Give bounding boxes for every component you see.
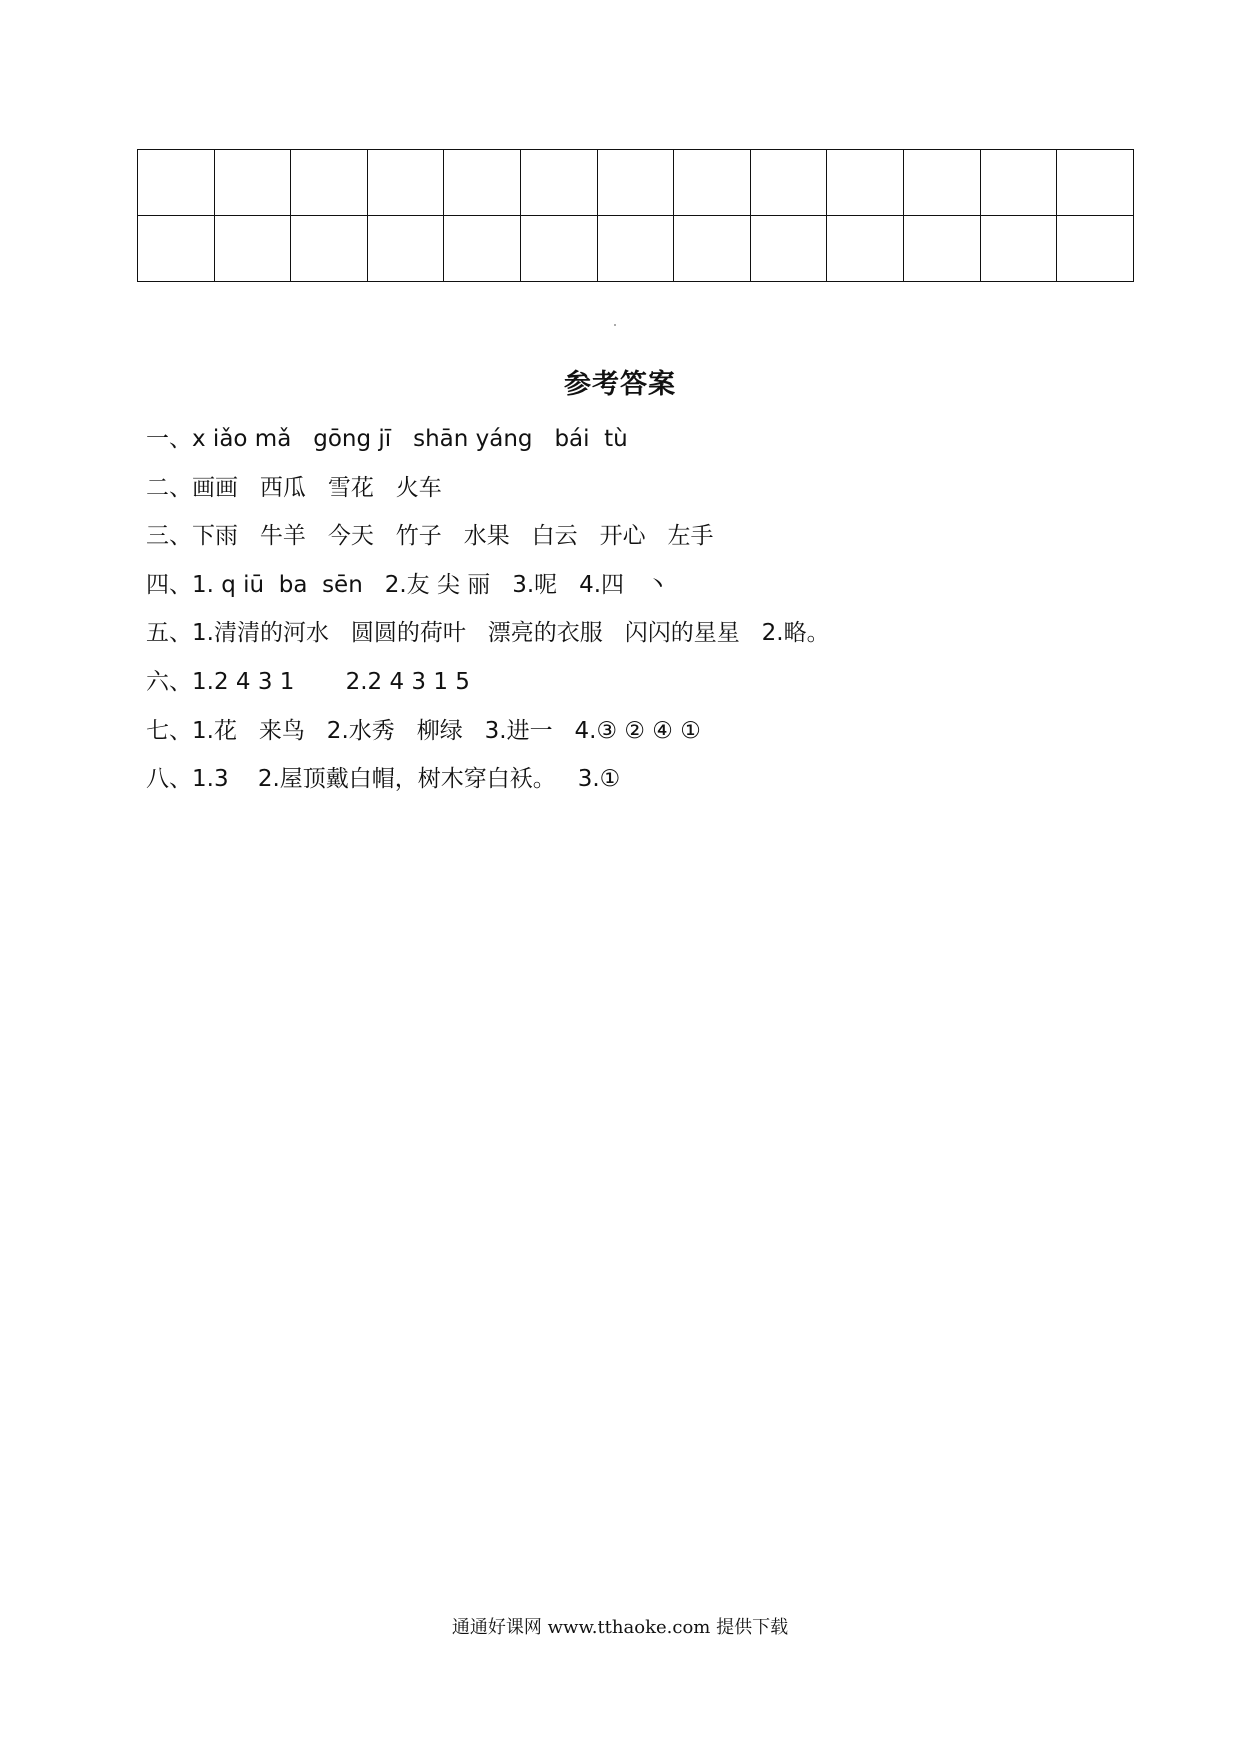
grid-cell xyxy=(138,150,215,216)
grid-cell xyxy=(750,216,827,282)
grid-cell xyxy=(444,150,521,216)
grid-cell xyxy=(980,216,1057,282)
grid-cell xyxy=(367,150,444,216)
grid-cell xyxy=(291,216,368,282)
grid-cell xyxy=(674,216,751,282)
grid-cell xyxy=(904,216,981,282)
footer-credit: 通通好课网 www.tthaoke.com 提供下载 xyxy=(451,1617,789,1638)
grid-cell xyxy=(980,150,1057,216)
grid-cell xyxy=(138,216,215,282)
answer-line-5: 五、1.清清的河水 圆圆的荷叶 漂亮的衣服 闪闪的星星 2.略。 xyxy=(146,620,830,647)
grid-cell xyxy=(750,150,827,216)
grid-cell xyxy=(521,216,598,282)
grid-cell xyxy=(1057,150,1134,216)
answer-line-2: 二、画画 西瓜 雪花 火车 xyxy=(146,474,442,501)
answer-line-3: 三、下雨 牛羊 今天 竹子 水果 白云 开心 左手 xyxy=(146,523,714,550)
grid-cell xyxy=(674,150,751,216)
grid-cell xyxy=(521,150,598,216)
grid-cell xyxy=(597,216,674,282)
answer-line-6: 六、1.2 4 3 1 2.2 4 3 1 5 xyxy=(146,668,470,695)
grid-cell xyxy=(367,216,444,282)
grid-cell xyxy=(214,216,291,282)
grid-cell xyxy=(827,150,904,216)
answer-line-4: 四、1. q iū ba sēn 2.友 尖 丽 3.呢 4.四 丶 xyxy=(146,571,669,598)
writing-grid xyxy=(137,149,1134,282)
stray-dot xyxy=(614,324,616,326)
answer-line-8: 八、1.3 2.屋顶戴白帽，树木穿白袄。 3.① xyxy=(146,766,621,793)
grid-cell xyxy=(291,150,368,216)
grid-cell xyxy=(904,150,981,216)
grid-cell xyxy=(214,150,291,216)
grid-cell xyxy=(1057,216,1134,282)
answer-line-1: 一、x iǎo mǎ gōng jī shān yáng bái tù xyxy=(146,426,628,452)
grid-row xyxy=(138,216,1134,282)
answer-list xyxy=(146,420,830,809)
answer-key-title: 参考答案 xyxy=(564,369,676,400)
grid-cell xyxy=(597,150,674,216)
grid-cell xyxy=(827,216,904,282)
grid-row xyxy=(138,150,1134,216)
grid-cell xyxy=(444,216,521,282)
answer-line-7: 七、1.花 来鸟 2.水秀 柳绿 3.进一 4.③ ② ④ ① xyxy=(146,717,701,744)
